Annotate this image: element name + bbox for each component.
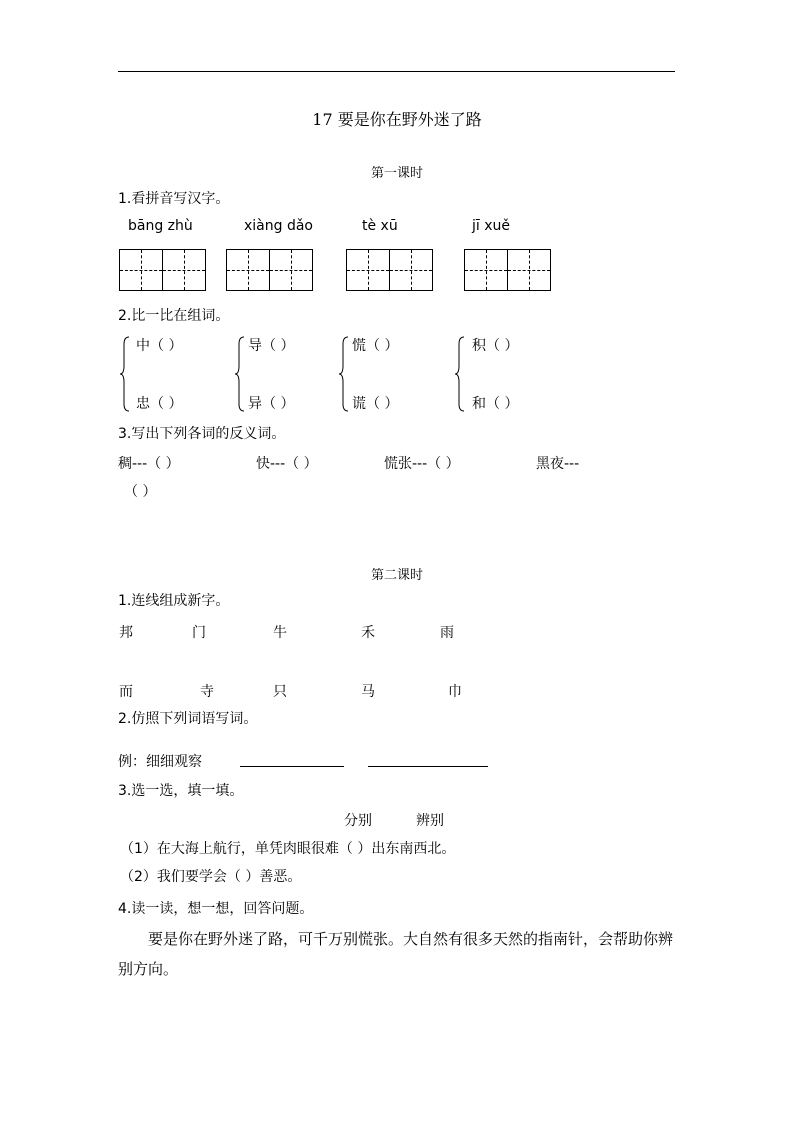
pinyin-4: jī xuě — [472, 218, 511, 234]
pinyin-2: xiàng dǎo — [244, 218, 313, 234]
lesson2-label: 第二课时 — [370, 568, 423, 583]
brace-icon — [120, 336, 130, 412]
compare-bottom-1[interactable]: 忠（ ） — [136, 396, 183, 412]
connect-bottom-1[interactable]: 而 — [119, 684, 133, 700]
imitate-example: 例：细细观察 — [118, 754, 202, 770]
connect-top-1[interactable]: 邦 — [119, 625, 133, 641]
compare-bottom-2[interactable]: 异（ ） — [248, 396, 295, 412]
writing-cell[interactable] — [346, 249, 390, 291]
antonym-item-1[interactable]: 稠---（ ） — [118, 456, 180, 472]
connect-top-4[interactable]: 禾 — [361, 625, 375, 641]
pinyin-1: bāng zhù — [128, 218, 193, 234]
option-1: 分别 — [344, 813, 372, 829]
pinyin-3: tè xū — [362, 218, 398, 234]
reading-paragraph: 要是你在野外迷了路，可千万别慌张。大自然有很多天然的指南针，会帮助你辨别方向。 — [118, 930, 674, 978]
connect-top-2[interactable]: 门 — [192, 625, 206, 641]
writing-cell[interactable] — [162, 249, 206, 291]
writing-cell[interactable] — [269, 249, 313, 291]
l2-q3-heading: 3.选一选，填一填。 — [118, 783, 244, 799]
q3-heading: 3.写出下列各词的反义词。 — [118, 426, 286, 442]
page-title: 17 要是你在野外迷了路 — [312, 110, 482, 129]
l2-q1-heading: 1.连线组成新字。 — [118, 593, 230, 609]
connect-bottom-5[interactable]: 巾 — [448, 684, 462, 700]
l2-q2-heading: 2.仿照下列词语写词。 — [118, 711, 258, 727]
writing-cell[interactable] — [389, 249, 433, 291]
writing-grid-4[interactable] — [464, 249, 551, 291]
header-rule — [118, 71, 675, 72]
option-2: 辨别 — [416, 813, 444, 829]
antonym-item-4[interactable]: 黑夜--- — [536, 456, 580, 472]
q1-heading: 1.看拼音写汉字。 — [118, 191, 230, 207]
lesson1-label: 第一课时 — [370, 166, 423, 181]
l2-q4-heading: 4.读一读，想一想，回答问题。 — [118, 901, 314, 917]
writing-cell[interactable] — [119, 249, 163, 291]
writing-cell[interactable] — [226, 249, 270, 291]
brace-icon — [455, 336, 465, 412]
writing-grid-2[interactable] — [226, 249, 313, 291]
compare-bottom-4[interactable]: 和（ ） — [472, 396, 519, 412]
writing-cell[interactable] — [464, 249, 508, 291]
q2-heading: 2.比一比在组词。 — [118, 308, 230, 324]
writing-cell[interactable] — [507, 249, 551, 291]
antonym-item-4-blank[interactable]: （ ） — [124, 484, 157, 500]
connect-top-5[interactable]: 雨 — [440, 625, 454, 641]
compare-bottom-3[interactable]: 谎（ ） — [352, 396, 399, 412]
compare-top-2[interactable]: 导（ ） — [248, 338, 295, 354]
writing-grid-1[interactable] — [119, 249, 206, 291]
compare-top-3[interactable]: 慌（ ） — [352, 338, 399, 354]
answer-line-2[interactable] — [368, 766, 488, 767]
connect-bottom-2[interactable]: 寺 — [200, 684, 214, 700]
connect-top-3[interactable]: 牛 — [273, 625, 287, 641]
compare-top-4[interactable]: 积（ ） — [472, 338, 519, 354]
fill-item-2[interactable]: （2）我们要学会（ ）善恶。 — [120, 869, 302, 885]
brace-icon — [339, 336, 349, 412]
connect-bottom-4[interactable]: 马 — [361, 684, 375, 700]
writing-grid-3[interactable] — [346, 249, 433, 291]
antonym-item-2[interactable]: 快---（ ） — [256, 456, 318, 472]
connect-bottom-3[interactable]: 只 — [273, 684, 287, 700]
answer-line-1[interactable] — [240, 766, 344, 767]
antonym-item-3[interactable]: 慌张---（ ） — [384, 456, 460, 472]
fill-item-1[interactable]: （1）在大海上航行，单凭肉眼很难（ ）出东南西北。 — [120, 841, 456, 857]
compare-top-1[interactable]: 中（ ） — [136, 338, 183, 354]
brace-icon — [235, 336, 245, 412]
